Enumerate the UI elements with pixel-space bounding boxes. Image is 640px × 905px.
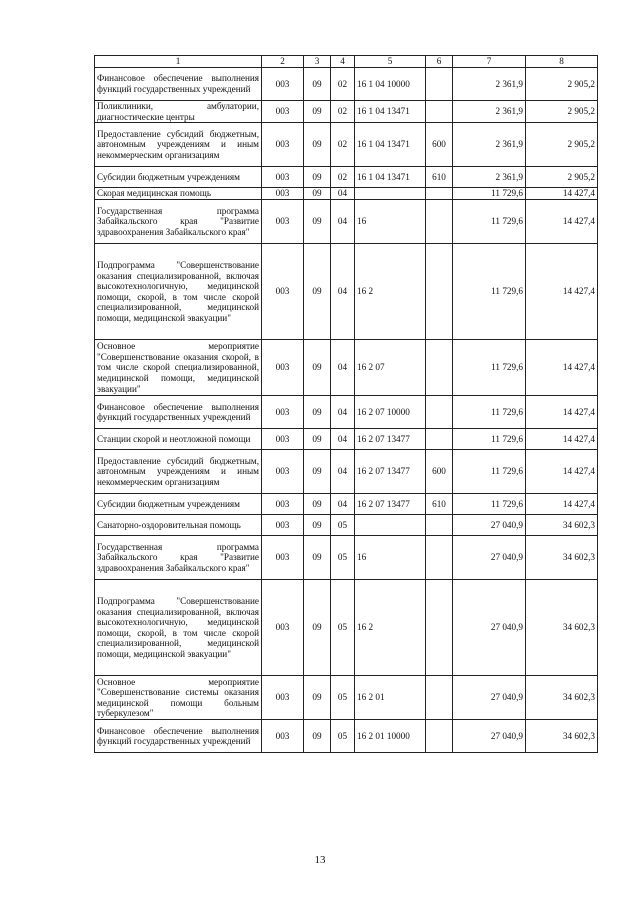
row-amount-year2-cell: 2 905,2 (526, 123, 598, 167)
row-target-article-cell (355, 515, 426, 536)
row-amount-year1-cell: 11 729,6 (453, 188, 526, 200)
row-admin-code-cell: 003 (262, 676, 304, 720)
row-amount-year1-cell: 2 361,9 (453, 167, 526, 188)
row-target-article-cell: 16 2 01 10000 (355, 720, 426, 753)
row-name-cell: Финансовое обеспечение выполнения функций государственных учреждений (95, 68, 262, 101)
header-cell: 3 (304, 56, 331, 68)
row-amount-year2-cell: 14 427,4 (526, 200, 598, 244)
table-row (95, 536, 598, 580)
row-amount-year1-cell: 27 040,9 (453, 580, 526, 676)
row-admin-code-cell: 003 (262, 494, 304, 515)
row-amount-year2-cell: 14 427,4 (526, 494, 598, 515)
row-name-cell: Государственная программа Забайкальского края "Развитие здравоохранения Забайкальского края" (95, 200, 262, 244)
row-amount-year1-cell: 11 729,6 (453, 450, 526, 494)
table-row (95, 580, 598, 676)
row-section-cell: 09 (304, 167, 331, 188)
row-amount-year1-cell: 2 361,9 (453, 101, 526, 123)
row-subsection-cell: 04 (331, 450, 355, 494)
row-expense-type-cell (426, 244, 453, 340)
row-section-cell: 09 (304, 720, 331, 753)
budget-table (94, 55, 598, 753)
row-name-cell: Предоставление субсидий бюджетным, автономным учреждениям и иным некоммерческим организациям (95, 123, 262, 167)
row-amount-year1-cell: 27 040,9 (453, 536, 526, 580)
row-section-cell: 09 (304, 429, 331, 450)
table-header-row (95, 56, 598, 68)
page-number: 13 (314, 854, 326, 866)
row-target-article-cell (355, 188, 426, 200)
row-admin-code-cell: 003 (262, 340, 304, 396)
table-row (95, 450, 598, 494)
row-subsection-cell: 02 (331, 68, 355, 101)
table-row (95, 244, 598, 340)
row-section-cell: 09 (304, 580, 331, 676)
row-amount-year1-cell: 27 040,9 (453, 515, 526, 536)
row-admin-code-cell: 003 (262, 396, 304, 429)
row-subsection-cell: 04 (331, 396, 355, 429)
row-amount-year1-cell: 11 729,6 (453, 200, 526, 244)
row-admin-code-cell: 003 (262, 515, 304, 536)
row-section-cell: 09 (304, 101, 331, 123)
table-row (95, 200, 598, 244)
table-row (95, 429, 598, 450)
row-admin-code-cell: 003 (262, 536, 304, 580)
row-name-cell: Подпрограмма "Совершенствование оказания специализированной, включая высокотехнологичную, медицинской помощи, скорой, в том числе скорой специализированной, медицинской помощи, медицинской эвакуации" (95, 244, 262, 340)
row-name-cell: Финансовое обеспечение выполнения функций государственных учреждений (95, 720, 262, 753)
table-row (95, 340, 598, 396)
table-row (95, 396, 598, 429)
row-admin-code-cell: 003 (262, 200, 304, 244)
table-row (95, 68, 598, 101)
row-name-cell: Основное мероприятие "Совершенствование системы оказания медицинской помощи больным туберкулезом" (95, 676, 262, 720)
row-amount-year2-cell: 14 427,4 (526, 188, 598, 200)
row-target-article-cell: 16 1 04 13471 (355, 101, 426, 123)
row-section-cell: 09 (304, 340, 331, 396)
header-cell: 6 (426, 56, 453, 68)
row-section-cell: 09 (304, 68, 331, 101)
row-subsection-cell: 02 (331, 167, 355, 188)
row-amount-year2-cell: 14 427,4 (526, 244, 598, 340)
row-section-cell: 09 (304, 396, 331, 429)
row-amount-year2-cell: 34 602,3 (526, 536, 598, 580)
row-name-cell: Основное мероприятие "Совершенствование оказания скорой, в том числе скорой специализированной, медицинской помощи, медицинской эвакуации" (95, 340, 262, 396)
row-subsection-cell: 04 (331, 200, 355, 244)
header-cell: 7 (453, 56, 526, 68)
row-expense-type-cell (426, 580, 453, 676)
row-expense-type-cell (426, 536, 453, 580)
header-cell: 1 (95, 56, 262, 68)
row-name-cell: Субсидии бюджетным учреждениям (95, 494, 262, 515)
row-section-cell: 09 (304, 494, 331, 515)
row-admin-code-cell: 003 (262, 720, 304, 753)
row-expense-type-cell (426, 188, 453, 200)
row-admin-code-cell: 003 (262, 580, 304, 676)
row-expense-type-cell (426, 68, 453, 101)
row-target-article-cell: 16 2 07 13477 (355, 450, 426, 494)
row-target-article-cell: 16 2 07 13477 (355, 494, 426, 515)
row-amount-year1-cell: 27 040,9 (453, 720, 526, 753)
row-subsection-cell: 04 (331, 429, 355, 450)
row-subsection-cell: 04 (331, 188, 355, 200)
row-expense-type-cell: 610 (426, 494, 453, 515)
row-name-cell: Станции скорой и неотложной помощи (95, 429, 262, 450)
row-admin-code-cell: 003 (262, 450, 304, 494)
row-admin-code-cell: 003 (262, 101, 304, 123)
row-amount-year2-cell: 14 427,4 (526, 396, 598, 429)
header-cell: 8 (526, 56, 598, 68)
row-subsection-cell: 05 (331, 580, 355, 676)
row-expense-type-cell (426, 200, 453, 244)
row-expense-type-cell: 600 (426, 450, 453, 494)
row-amount-year2-cell: 2 905,2 (526, 68, 598, 101)
row-amount-year1-cell: 2 361,9 (453, 123, 526, 167)
row-amount-year2-cell: 34 602,3 (526, 676, 598, 720)
row-expense-type-cell (426, 720, 453, 753)
row-name-cell: Скорая медицинская помощь (95, 188, 262, 200)
row-name-cell: Субсидии бюджетным учреждениям (95, 167, 262, 188)
row-admin-code-cell: 003 (262, 429, 304, 450)
row-target-article-cell: 16 2 07 (355, 340, 426, 396)
row-amount-year2-cell: 34 602,3 (526, 580, 598, 676)
table-row (95, 515, 598, 536)
row-amount-year2-cell: 14 427,4 (526, 429, 598, 450)
row-subsection-cell: 05 (331, 515, 355, 536)
row-target-article-cell: 16 1 04 10000 (355, 68, 426, 101)
row-target-article-cell: 16 2 07 10000 (355, 396, 426, 429)
table-row (95, 676, 598, 720)
row-amount-year1-cell: 11 729,6 (453, 494, 526, 515)
row-section-cell: 09 (304, 676, 331, 720)
row-name-cell: Санаторно-оздоровительная помощь (95, 515, 262, 536)
row-amount-year2-cell: 2 905,2 (526, 101, 598, 123)
header-cell: 2 (262, 56, 304, 68)
row-expense-type-cell (426, 101, 453, 123)
row-target-article-cell: 16 2 (355, 580, 426, 676)
row-amount-year2-cell: 2 905,2 (526, 167, 598, 188)
row-amount-year1-cell: 11 729,6 (453, 396, 526, 429)
row-admin-code-cell: 003 (262, 68, 304, 101)
table-row (95, 123, 598, 167)
row-section-cell: 09 (304, 536, 331, 580)
row-expense-type-cell: 610 (426, 167, 453, 188)
row-subsection-cell: 04 (331, 244, 355, 340)
row-expense-type-cell (426, 515, 453, 536)
table-row (95, 188, 598, 200)
row-admin-code-cell: 003 (262, 123, 304, 167)
row-target-article-cell: 16 (355, 536, 426, 580)
row-amount-year2-cell: 14 427,4 (526, 450, 598, 494)
row-subsection-cell: 02 (331, 101, 355, 123)
row-target-article-cell: 16 1 04 13471 (355, 167, 426, 188)
row-section-cell: 09 (304, 450, 331, 494)
row-amount-year1-cell: 11 729,6 (453, 340, 526, 396)
row-target-article-cell: 16 (355, 200, 426, 244)
row-section-cell: 09 (304, 200, 331, 244)
row-name-cell: Финансовое обеспечение выполнения функций государственных учреждений (95, 396, 262, 429)
row-target-article-cell: 16 2 (355, 244, 426, 340)
row-subsection-cell: 04 (331, 340, 355, 396)
row-expense-type-cell (426, 396, 453, 429)
row-subsection-cell: 05 (331, 536, 355, 580)
header-cell: 5 (355, 56, 426, 68)
row-subsection-cell: 05 (331, 720, 355, 753)
row-section-cell: 09 (304, 515, 331, 536)
row-admin-code-cell: 003 (262, 167, 304, 188)
row-admin-code-cell: 003 (262, 244, 304, 340)
row-subsection-cell: 05 (331, 676, 355, 720)
row-target-article-cell: 16 2 07 13477 (355, 429, 426, 450)
row-section-cell: 09 (304, 188, 331, 200)
table-row (95, 494, 598, 515)
row-amount-year1-cell: 11 729,6 (453, 429, 526, 450)
row-name-cell: Государственная программа Забайкальского края "Развитие здравоохранения Забайкальского края" (95, 536, 262, 580)
header-cell: 4 (331, 56, 355, 68)
row-amount-year1-cell: 2 361,9 (453, 68, 526, 101)
row-target-article-cell: 16 1 04 13471 (355, 123, 426, 167)
row-expense-type-cell (426, 676, 453, 720)
row-expense-type-cell (426, 340, 453, 396)
row-amount-year2-cell: 14 427,4 (526, 340, 598, 396)
table-row (95, 720, 598, 753)
row-section-cell: 09 (304, 123, 331, 167)
row-amount-year2-cell: 34 602,3 (526, 720, 598, 753)
row-expense-type-cell (426, 429, 453, 450)
row-amount-year1-cell: 27 040,9 (453, 676, 526, 720)
row-admin-code-cell: 003 (262, 188, 304, 200)
row-name-cell: Поликлиники, амбулатории, диагностические центры (95, 101, 262, 123)
row-section-cell: 09 (304, 244, 331, 340)
table-row (95, 101, 598, 123)
row-name-cell: Подпрограмма "Совершенствование оказания специализированной, включая высокотехнологичную, медицинской помощи, скорой, в том числе скорой специализированной, медицинской помощи, медицинской эвакуации" (95, 580, 262, 676)
row-subsection-cell: 02 (331, 123, 355, 167)
table-row (95, 167, 598, 188)
row-expense-type-cell: 600 (426, 123, 453, 167)
row-amount-year1-cell: 11 729,6 (453, 244, 526, 340)
row-amount-year2-cell: 34 602,3 (526, 515, 598, 536)
row-target-article-cell: 16 2 01 (355, 676, 426, 720)
row-subsection-cell: 04 (331, 494, 355, 515)
table-body (95, 68, 598, 753)
row-name-cell: Предоставление субсидий бюджетным, автономным учреждениям и иным некоммерческим организациям (95, 450, 262, 494)
